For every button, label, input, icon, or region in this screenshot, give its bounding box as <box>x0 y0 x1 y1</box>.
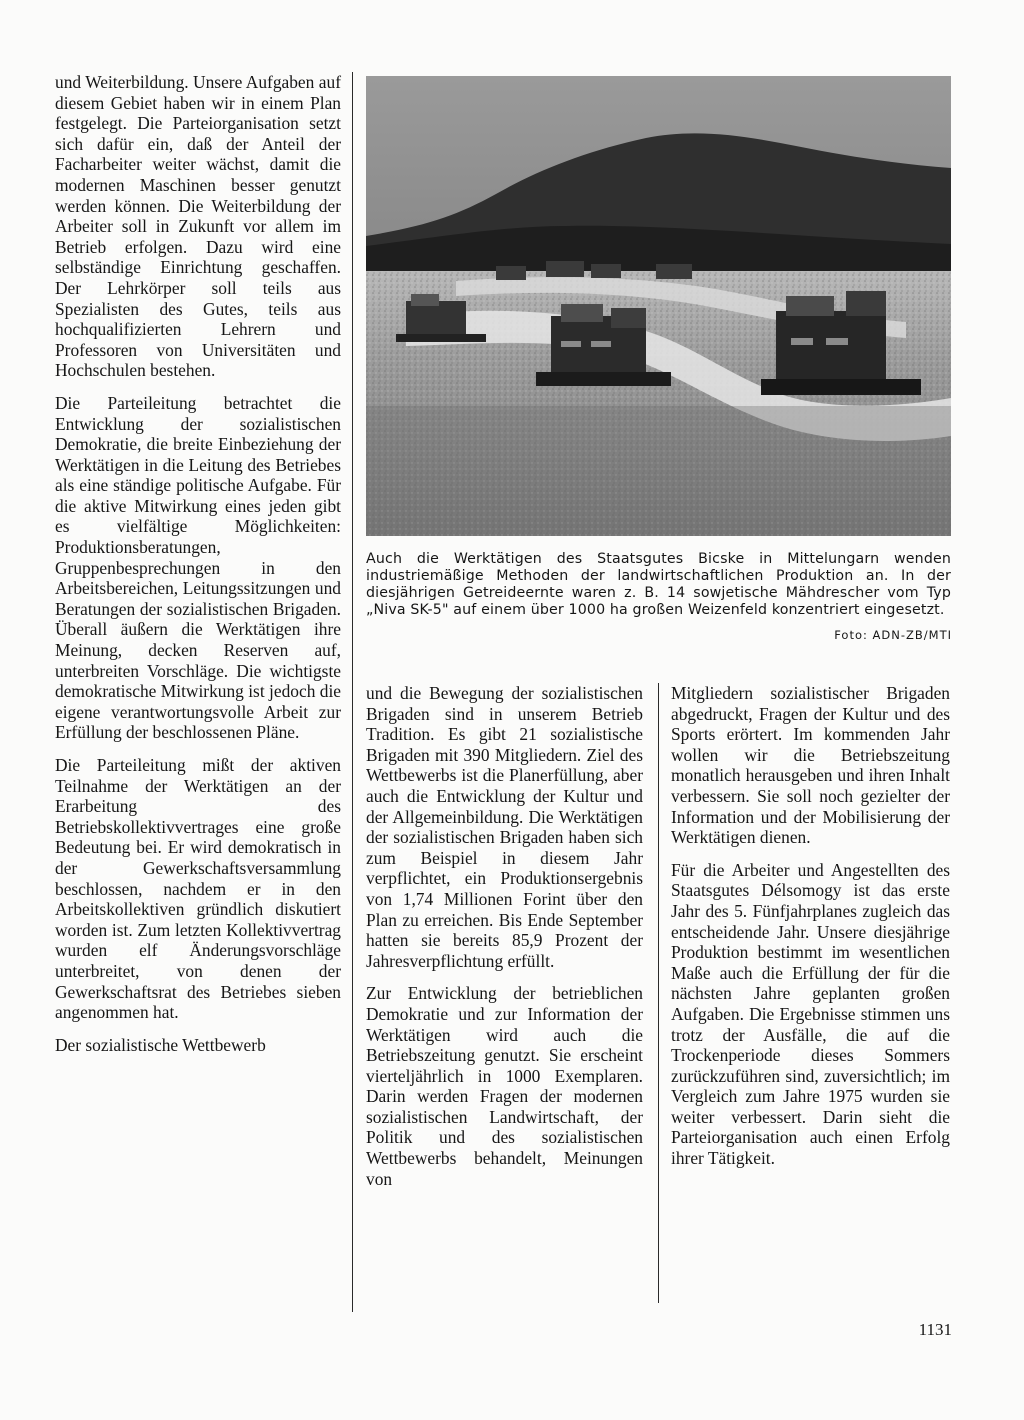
paragraph: Die Parteileitung betrachtet die Entwicklung der sozialistischen Demokratie, die breite Einbeziehung der Werktätigen in die Leitung des Betriebes als eine ständige politische Aufgabe. Für die aktive Mitwirkung eines jeden gibt es vielfältige Möglichkeiten: Produktionsberatungen, Gruppenbesprechungen in den Arbeitsbereichen, Leitungssitzungen und Beratungen der sozialistischen Brigaden. Überall äußern die Werktätigen ihre Meinung, decken Reserven auf, unterbreiten Vorschläge. Die wichtigste demokratische Mitwirkung ist jedoch die eigene verantwortungsvolle Arbeit zur Erfüllung der beschlossenen Pläne. <box>55 392 341 743</box>
page-number: 1131 <box>918 1320 952 1339</box>
column-divider-left <box>352 72 353 1312</box>
text-column-left <box>55 72 341 1067</box>
text-column-right <box>671 683 950 1181</box>
paragraph: und die Bewegung der sozialistischen Brigaden sind in unserem Betrieb Tradition. Es gibt 21 sozialistische Brigaden mit 390 Mitgliedern. Ziel des Wettbewerbs ist die Planerfüllung, aber auch die Entwicklung der Kultur und der Allgemeinbildung. Die Werktätigen der sozialistischen Brigaden haben sich zum Beispiel in diesem Jahr verpflichtet, ein Produktionsergebnis von 1,74 Millionen Forint über den Plan zu erreichen. Bis Ende September hatten sie bereits 85,9 Prozent der Jahresverpflichtung erfüllt. <box>366 683 643 971</box>
paragraph: Die Parteileitung mißt der aktiven Teilnahme der Werktätigen an der Erarbeitung des Betriebskollektivvertrages eine große Bedeutung bei. Er wird demokratisch in der Gewerkschaftsversammlung beschlossen, nachdem er in den Arbeitskollektiven gründlich diskutiert worden ist. Zum letzten Kollektivvertrag wurden elf Änderungsvorschläge unterbreitet, von denen der Gewerkschaftsrat des Betriebes sieben angenommen hat. <box>55 755 341 1023</box>
paragraph: Der sozialistische Wettbewerb <box>55 1034 266 1055</box>
paragraph: Für die Arbeiter und Angestellten des Staatsgutes Délsomogy ist das erste Jahr des 5. Fünfjahrplanes zugleich das entscheidende Jahr. Unsere diesjährige Produktion bestimmt im wesentlichen Maße auch die Erfüllung der für die nächsten Jahre geplanten großen Aufgaben. Die Ergebnisse stimmen uns trotz der Ausfälle, die auf die Trockenperiode dieses Sommers zurückzuführen sind, zuversichtlich; im Vergleich zum Jahre 1975 wurden sie weiter verbessert. Darin sieht die Parteiorganisation auch einen Erfolg ihrer Tätigkeit. <box>671 859 950 1169</box>
column-divider-middle <box>658 683 659 1303</box>
photo-caption: Auch die Werktätigen des Staatsgutes Bicske in Mittelungarn wenden industriemäßige Methoden der landwirtschaftlichen Produktion an. In der diesjährigen Getreideernte waren z. B. 14 sowjetische Mähdrescher vom Typ „Niva SK-5" auf einem über 1000 ha großen Weizenfeld konzentriert eingesetzt. <box>366 551 951 618</box>
text-column-middle <box>366 683 643 1201</box>
paragraph: Mitgliedern sozialistischer Brigaden abgedruckt, Fragen der Kultur und des Sports erörtert. Im kommenden Jahr wollen wir die Betriebszeitung monatlich herausgeben und ihren Inhalt verbessern. Sie soll noch gezielter der Information und der Mobilisierung der Werktätigen dienen. <box>671 683 950 848</box>
paragraph: und Weiterbildung. Unsere Aufgaben auf diesem Gebiet haben wir in einem Plan festgelegt. Die Parteiorganisation setzt sich dafür ein, daß der Anteil der Facharbeiter weiter wächst, damit die modernen Maschinen besser genutzt werden können. Die Weiterbildung der Arbeiter soll in Zukunft vor allem im Betrieb erfolgen. Dazu wird eine selbständige Einrichtung geschaffen. Der Lehrkörper soll teils aus Spezialisten des Gutes, teils aus hochqualifizierten Lehrern und Professoren von Universitäten und Hochschulen bestehen. <box>55 72 341 381</box>
harvest-photo <box>366 76 951 536</box>
photo-credit: Foto: ADN-ZB/MTI <box>834 628 952 642</box>
paragraph: Zur Entwicklung der betrieblichen Demokratie und zur Information der Werktätigen wird auch die Betriebszeitung genutzt. Sie erscheint vierteljährlich in 1000 Exemplaren. Darin werden Fragen der modernen sozialistischen Landwirtschaft, der Politik und des sozialistischen Wettbewerbs behandelt, Meinungen von <box>366 983 643 1189</box>
